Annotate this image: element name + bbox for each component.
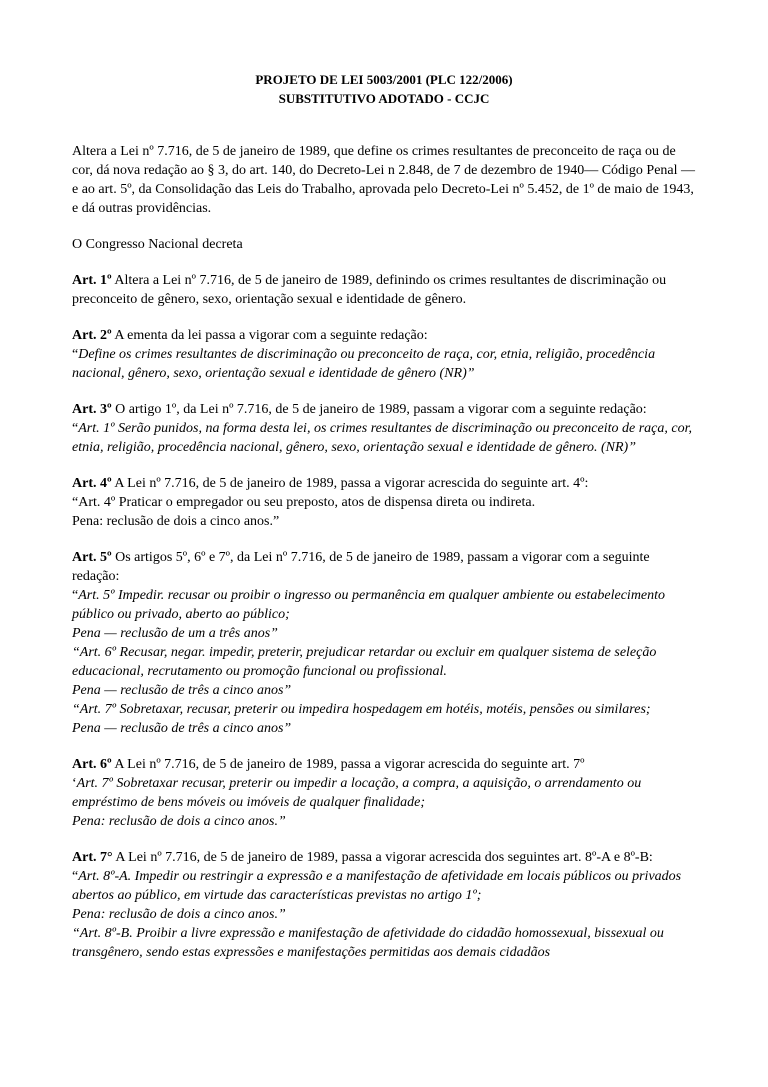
article-label: Art. 7° [72, 850, 113, 865]
quoted-text: Pena: reclusão de dois a cinco anos.” [72, 907, 286, 922]
article-quoted-line [72, 812, 696, 831]
quoted-text: Pena — reclusão de três a cinco anos” [72, 721, 292, 736]
quoted-text: “Art. 6º Recusar, negar. impedir, preterir, prejudicar retardar ou excluir em qualquer sistema de seleção educacional, recrutamento ou promoção funcional ou profissional. [72, 645, 657, 679]
article-quoted-line [72, 867, 696, 905]
article-4 [72, 474, 696, 531]
article-quoted-line [72, 419, 696, 457]
article-quoted-line [72, 924, 696, 962]
article-label: Art. 6º [72, 757, 112, 772]
quoted-text: Art. 7º Sobretaxar recusar, preterir ou impedir a locação, a compra, a aquisição, o arrendamento ou empréstimo de bens móveis ou imóveis de qualquer finalidade; [72, 776, 642, 810]
article-quoted-line [72, 700, 696, 719]
article-quoted-line [72, 905, 696, 924]
title-line-1: PROJETO DE LEI 5003/2001 (PLC 122/2006) [255, 72, 513, 87]
quoted-text: Art. 8º-A. Impedir ou restringir a expressão e a manifestação de afetividade em locais públicos ou privados abertos ao público, em virtude das características previstas no artigo 1º; [72, 869, 682, 903]
article-quoted-line [72, 624, 696, 643]
article-heading [72, 548, 696, 586]
article-text: O artigo 1º, da Lei nº 7.716, de 5 de janeiro de 1989, passam a vigorar com a seguinte redação: [111, 402, 647, 417]
article-text: A Lei nº 7.716, de 5 de janeiro de 1989, passa a vigorar acrescida do seguinte art. 7º [111, 757, 585, 772]
quote-mark: “ [72, 421, 79, 436]
article-6 [72, 755, 696, 831]
title-line-2: SUBSTITUTIVO ADOTADO - CCJC [278, 91, 490, 106]
article-heading [72, 271, 696, 309]
quoted-text: “Art. 4º Praticar o empregador ou seu preposto, atos de dispensa direta ou indireta. [72, 495, 536, 510]
article-label: Art. 2º [72, 328, 112, 343]
article-quoted-line [72, 586, 696, 624]
article-heading [72, 400, 696, 419]
article-7 [72, 848, 696, 962]
article-text: A Lei nº 7.716, de 5 de janeiro de 1989, passa a vigorar acrescida dos seguintes art. 8º-A e 8º-B: [112, 850, 653, 865]
article-3 [72, 400, 696, 457]
articles-list [72, 271, 696, 962]
quote-mark: “ [72, 347, 79, 362]
article-text: A ementa da lei passa a vigorar com a seguinte redação: [111, 328, 428, 343]
quoted-text: Pena: reclusão de dois a cinco anos.” [72, 514, 280, 529]
article-quoted-line [72, 681, 696, 700]
article-heading [72, 326, 696, 345]
quoted-text: “Art. 8º-B. Proibir a livre expressão e manifestação de afetividade do cidadão homossexual, bissexual ou transgênero, sendo estas expressões e manifestações permitidas aos demais cidadãos [72, 926, 664, 960]
article-label: Art. 3º [72, 402, 112, 417]
article-label: Art. 4º [72, 476, 112, 491]
quoted-text: Pena: reclusão de dois a cinco anos.” [72, 814, 286, 829]
article-heading [72, 755, 696, 774]
decreta-text: O Congresso Nacional decreta [72, 237, 243, 252]
quoted-text: Define os crimes resultantes de discriminação ou preconceito de raça, cor, etnia, religião, procedência nacional, gênero, sexo, orientação sexual e identidade de gênero (NR)” [72, 347, 656, 381]
document-title [72, 70, 696, 108]
quote-mark: “ [72, 588, 79, 603]
article-heading [72, 474, 696, 493]
ementa-paragraph [72, 142, 696, 218]
article-quoted-line [72, 512, 696, 531]
article-quoted-line [72, 493, 696, 512]
article-quoted-line [72, 719, 696, 738]
article-label: Art. 5º [72, 550, 112, 565]
article-2 [72, 326, 696, 383]
quoted-text: Pena — reclusão de um a três anos” [72, 626, 278, 641]
quote-mark: “ [72, 869, 79, 884]
article-label: Art. 1º [72, 273, 112, 288]
article-quoted-line [72, 774, 696, 812]
quoted-text: Pena — reclusão de três a cinco anos” [72, 683, 292, 698]
article-text: A Lei nº 7.716, de 5 de janeiro de 1989, passa a vigorar acrescida do seguinte art. 4º: [111, 476, 589, 491]
ementa-text: Altera a Lei nº 7.716, de 5 de janeiro de 1989, que define os crimes resultantes de preconceito de raça ou de cor, dá nova redação ao § 3, do art. 140, do Decreto-Lei n 2.848, de 7 de dezembro de 1940— Código Penal — e ao art. 5º, da Consolidação das Leis do Trabalho, aprovada pelo Decreto-Lei nº 5.452, de 1º de maio de 1943, e dá outras providências. [72, 144, 696, 216]
article-text: Altera a Lei nº 7.716, de 5 de janeiro de 1989, definindo os crimes resultantes de discriminação ou preconceito de gênero, sexo, orientação sexual e identidade de gênero. [72, 273, 667, 307]
article-quoted-line [72, 643, 696, 681]
article-quoted-line [72, 345, 696, 383]
article-1 [72, 271, 696, 309]
quoted-text: Art. 1º Serão punidos, na forma desta lei, os crimes resultantes de discriminação ou preconceito de raça, cor, etnia, religião, procedência nacional, gênero, sexo, orientação sexual e identidade de gênero. (NR)” [72, 421, 693, 455]
decreta-paragraph [72, 235, 696, 254]
article-5 [72, 548, 696, 738]
article-text: Os artigos 5º, 6º e 7º, da Lei nº 7.716, de 5 de janeiro de 1989, passam a vigorar com a seguinte redação: [72, 550, 650, 584]
quoted-text: “Art. 7º Sobretaxar, recusar, preterir ou impedira hospedagem em hotéis, motéis, pensões ou similares; [72, 702, 651, 717]
quoted-text: Art. 5º Impedir. recusar ou proibir o ingresso ou permanência em qualquer ambiente ou estabelecimento público ou privado, aberto ao público; [72, 588, 666, 622]
quote-mark: ‘ [72, 776, 77, 791]
article-heading [72, 848, 696, 867]
